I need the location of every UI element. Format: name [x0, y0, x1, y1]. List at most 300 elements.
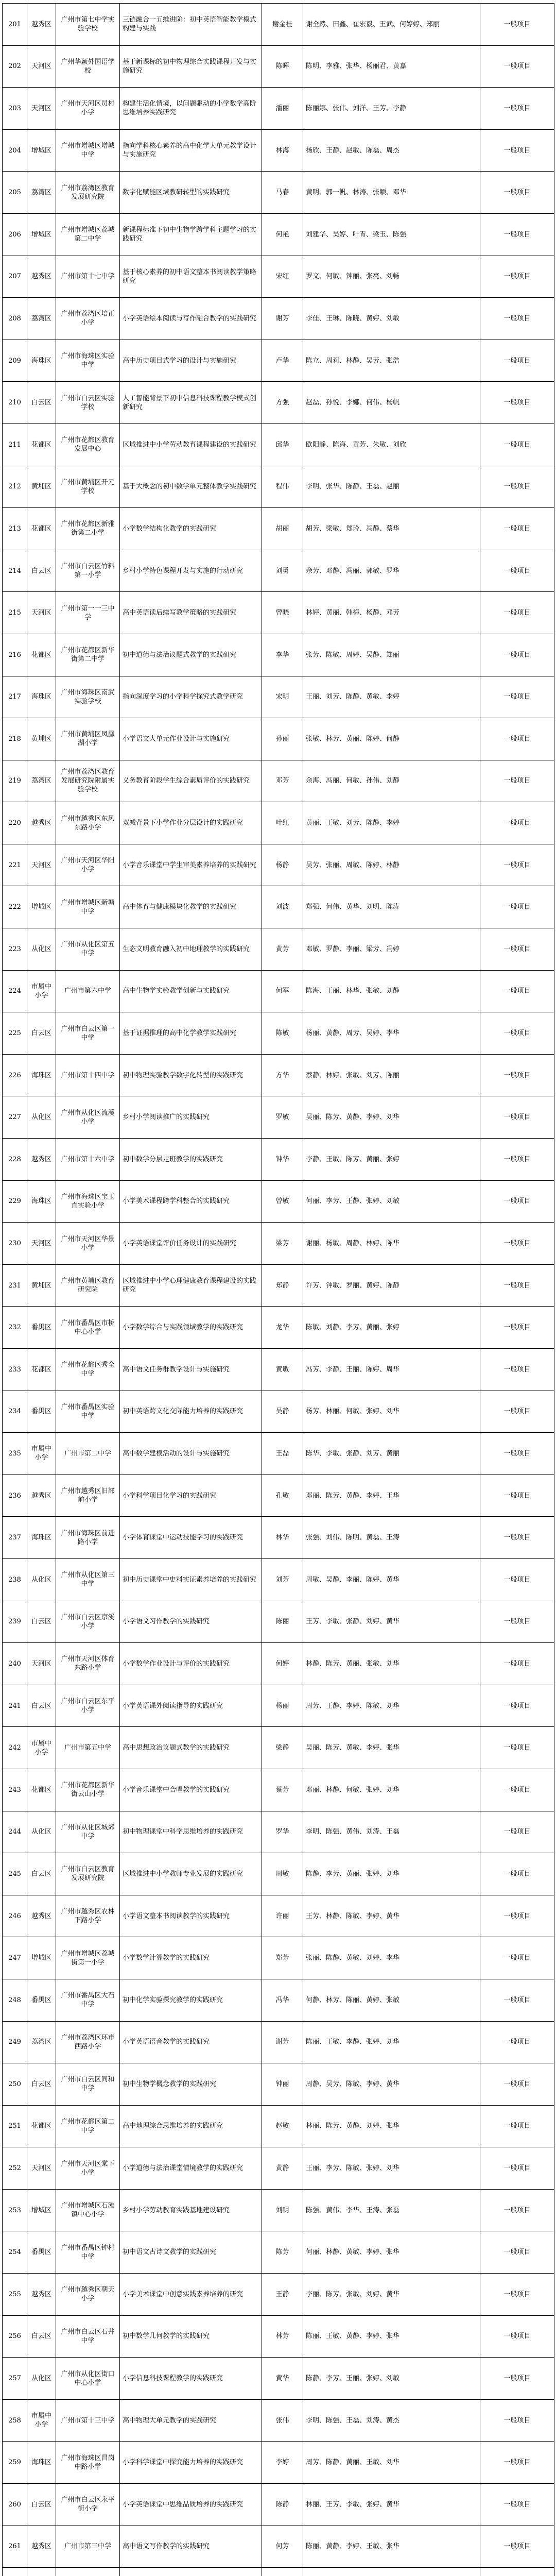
cell-members: 谢丽、杨敏、周静、林婷、陈华 — [303, 1223, 480, 1265]
cell-project-title: 高中地理综合思维培养的实践研究 — [120, 2105, 262, 2147]
cell-school: 广州市越秀区农林下路小学 — [56, 1895, 120, 1937]
cell-project-title: 基于新课标的初中物理综合实践课程开发与实施研究 — [120, 45, 262, 88]
cell-school: 广州市荔湾区培正小学 — [56, 298, 120, 340]
cell-host: 陈芳 — [262, 2231, 303, 2274]
cell-project-title: 小学体育课堂中运动技能学习的实践研究 — [120, 1517, 262, 1559]
cell-school: 广州市越秀区东风东路小学 — [56, 802, 120, 844]
table-row — [3, 1937, 554, 1979]
cell-district: 增城区 — [27, 2189, 56, 2231]
cell-level: 一般项目 — [480, 2484, 554, 2526]
cell-project-title: 初中道德与法治议题式教学的实践研究 — [120, 634, 262, 676]
cell-number: 239 — [3, 1601, 27, 1643]
cell-host: 冯华 — [262, 1979, 303, 2021]
cell-project-title: 乡村小学阅读推广的实践研究 — [120, 1096, 262, 1139]
cell-district: 海珠区 — [27, 676, 56, 718]
table-row — [3, 2399, 554, 2442]
cell-school: 广州市海珠区宝玉直实验小学 — [56, 1180, 120, 1223]
cell-host: 方强 — [262, 382, 303, 424]
cell-number: 250 — [3, 2063, 27, 2106]
cell-number: 209 — [3, 340, 27, 382]
cell-district: 天河区 — [27, 1643, 56, 1685]
cell-members: 吴芳、张丽、周敏、陈婷、林静 — [303, 844, 480, 886]
cell-district: 市属中小学 — [27, 2399, 56, 2442]
cell-school: 广州市天河区华景小学 — [56, 1223, 120, 1265]
cell-level: 一般项目 — [480, 256, 554, 298]
cell-number: 216 — [3, 634, 27, 676]
cell-school: 广州市白云区石井中学 — [56, 2315, 120, 2358]
cell-host: 陈丽 — [262, 1601, 303, 1643]
cell-number: 224 — [3, 970, 27, 1012]
cell-members: 陈明、李雅、张华、杨丽君、黄嘉 — [303, 45, 480, 88]
table-row — [3, 256, 554, 298]
cell-school: 广州市花都区教育发展中心 — [56, 423, 120, 466]
cell-number: 222 — [3, 886, 27, 928]
cell-district: 从化区 — [27, 928, 56, 971]
cell-number: 220 — [3, 802, 27, 844]
cell-members: 林婷、黄丽、韩梅、杨静、邓芳 — [303, 592, 480, 634]
cell-number: 213 — [3, 508, 27, 550]
cell-host: 邓芳 — [262, 760, 303, 802]
cell-members: 周敏、吴静、李丽、陈婷、黄华 — [303, 1558, 480, 1601]
cell-school: 广州市花都区第二中学 — [56, 2105, 120, 2147]
cell-school: 广州市天河区员村小学 — [56, 88, 120, 130]
cell-school: 广州市花都区秀全中学 — [56, 1349, 120, 1391]
cell-number: 226 — [3, 1054, 27, 1096]
table-row — [3, 928, 554, 971]
cell-school: 广州市增城区增城中学 — [56, 129, 120, 172]
cell-level: 一般项目 — [480, 298, 554, 340]
cell-members: 张丽、陈静、黄敏、刘婷、李华 — [303, 1937, 480, 1979]
cell-project-title: 小学科学课堂中探究能力培养的实践研究 — [120, 2442, 262, 2484]
cell-school: 广州市番禺区大石中学 — [56, 1979, 120, 2021]
cell-level: 一般项目 — [480, 1601, 554, 1643]
table-row — [3, 1012, 554, 1055]
table-row — [3, 760, 554, 802]
cell-district: 增城区 — [27, 1937, 56, 1979]
cell-number: 248 — [3, 1979, 27, 2021]
cell-school: 广州市第一一三中学 — [56, 592, 120, 634]
cell-district: 黄埔区 — [27, 718, 56, 760]
cell-school — [56, 2568, 120, 2576]
cell-level: 一般项目 — [480, 466, 554, 508]
cell-number: 227 — [3, 1096, 27, 1139]
cell-number: 234 — [3, 1391, 27, 1433]
cell-host: 孔敏 — [262, 1475, 303, 1517]
cell-host: 赵敏 — [262, 2105, 303, 2147]
cell-host: 罗华 — [262, 1811, 303, 1853]
cell-project-title: 乡村小学特色课程开发与实施的行动研究 — [120, 550, 262, 592]
cell-level: 一般项目 — [480, 1685, 554, 1727]
table-row — [3, 2442, 554, 2484]
table-row — [3, 1727, 554, 1769]
cell-level: 一般项目 — [480, 970, 554, 1012]
cell-project-title: 小学美术课堂中创意实践素养培养的研究 — [120, 2274, 262, 2316]
cell-district: 越秀区 — [27, 1895, 56, 1937]
table-row — [3, 45, 554, 88]
cell-level: 一般项目 — [480, 2021, 554, 2063]
cell-school: 广州市从化区流溪小学 — [56, 1096, 120, 1139]
cell-number: 236 — [3, 1475, 27, 1517]
table-row — [3, 676, 554, 718]
cell-school: 广州市花都区新雅街第二小学 — [56, 508, 120, 550]
cell-members: 罗文、何敏、钟丽、张亮、刘畅 — [303, 256, 480, 298]
cell-members: 陈华、李敏、张静、刘芳、黄丽 — [303, 1433, 480, 1475]
table-row — [3, 4, 554, 46]
cell-project-title: 指向深度学习的小学科学探究式教学研究 — [120, 676, 262, 718]
table-row — [3, 1475, 554, 1517]
cell-members: 林丽、王芳、李敏、张婷、黄华 — [303, 2484, 480, 2526]
cell-members: 陈丽、王敏、黄静、李婷、张华 — [303, 2315, 480, 2358]
cell-level: 一般项目 — [480, 1264, 554, 1307]
cell-members: 周芳、陈静、黄丽、王敏、刘华 — [303, 2442, 480, 2484]
cell-number: 253 — [3, 2189, 27, 2231]
cell-number: 215 — [3, 592, 27, 634]
cell-project-title: 小学数学计算教学的实践研究 — [120, 1937, 262, 1979]
table-row — [3, 1307, 554, 1349]
cell-district: 越秀区 — [27, 802, 56, 844]
cell-members: 王丽、李芳、陈敏、张婷、刘华 — [303, 2147, 480, 2190]
cell-host: 何芳 — [262, 2526, 303, 2568]
table-row — [3, 1054, 554, 1096]
cell-host: 王磊 — [262, 1433, 303, 1475]
cell-school: 广州市白云区第一中学 — [56, 1012, 120, 1055]
cell-district: 天河区 — [27, 2147, 56, 2190]
cell-number: 225 — [3, 1012, 27, 1055]
cell-district: 荔湾区 — [27, 760, 56, 802]
table-row — [3, 2358, 554, 2400]
cell-level: 一般项目 — [480, 2315, 554, 2358]
cell-level: 一般项目 — [480, 592, 554, 634]
cell-members: 谢全然、田鑫、崔宏毅、王武、何婷婷、郑丽 — [303, 4, 480, 46]
cell-host: 潘丽 — [262, 88, 303, 130]
cell-members: 许芳、钟敏、罗丽、黄婷、陈静 — [303, 1264, 480, 1307]
cell-level: 一般项目 — [480, 802, 554, 844]
cell-members: 张强、刘伟、陈明、黄磊、王涛 — [303, 1517, 480, 1559]
cell-host: 蔡芳 — [262, 1769, 303, 1811]
cell-district: 花都区 — [27, 1769, 56, 1811]
cell-district: 花都区 — [27, 1349, 56, 1391]
cell-members: 何丽、林静、黄敏、李婷、张华 — [303, 2231, 480, 2274]
cell-project-title: 小学英语课外阅读指导的实践研究 — [120, 1685, 262, 1727]
cell-project-title: 初中化学实验探究教学的实践研究 — [120, 1979, 262, 2021]
cell-project-title: 基于大概念的初中数学单元整体教学实践研究 — [120, 466, 262, 508]
cell-project-title: 初中物理实验教学数字化转型的实践研究 — [120, 1054, 262, 1096]
table-row — [3, 550, 554, 592]
cell-project-title: 初中物理课堂中科学思维培养的实践研究 — [120, 1811, 262, 1853]
cell-number: 246 — [3, 1895, 27, 1937]
cell-project-title: 初中历史课堂中史料实证素养培养的实践研究 — [120, 1558, 262, 1601]
cell-number: 201 — [3, 4, 27, 46]
cell-project-title: 乡村小学劳动教育实践基地建设研究 — [120, 2189, 262, 2231]
cell-number: 231 — [3, 1264, 27, 1307]
cell-host: 林华 — [262, 1517, 303, 1559]
cell-district: 白云区 — [27, 1853, 56, 1895]
cell-number: 243 — [3, 1769, 27, 1811]
cell-level: 一般项目 — [480, 1096, 554, 1139]
cell-district: 天河区 — [27, 45, 56, 88]
cell-level: 一般项目 — [480, 2274, 554, 2316]
cell-project-title: 初中数学几何教学的实践研究 — [120, 2315, 262, 2358]
cell-number: 229 — [3, 1180, 27, 1223]
cell-level: 一般项目 — [480, 1769, 554, 1811]
table-row — [3, 1558, 554, 1601]
cell-school: 广州市花都区新华街云山小学 — [56, 1769, 120, 1811]
cell-level: 一般项目 — [480, 1727, 554, 1769]
cell-number: 217 — [3, 676, 27, 718]
cell-number: 203 — [3, 88, 27, 130]
cell-district: 花都区 — [27, 423, 56, 466]
cell-school: 广州市第十六中学 — [56, 1139, 120, 1181]
cell-host: 杨丽 — [262, 1685, 303, 1727]
cell-host: 钟丽 — [262, 2063, 303, 2106]
cell-district: 白云区 — [27, 1601, 56, 1643]
cell-level: 一般项目 — [480, 2399, 554, 2442]
cell-level: 一般项目 — [480, 172, 554, 214]
cell-school: 广州市第十七中学 — [56, 256, 120, 298]
cell-project-title: 高中历史项目式学习的设计与实施研究 — [120, 340, 262, 382]
cell-district: 白云区 — [27, 1012, 56, 1055]
cell-number: 242 — [3, 1727, 27, 1769]
cell-district: 海珠区 — [27, 1180, 56, 1223]
cell-members: 陈强、黄伟、李华、王涛、张磊 — [303, 2189, 480, 2231]
cell-host: 孙丽 — [262, 718, 303, 760]
cell-host: 许丽 — [262, 1895, 303, 1937]
table-row — [3, 1180, 554, 1223]
cell-district: 天河区 — [27, 1223, 56, 1265]
cell-level: 一般项目 — [480, 1937, 554, 1979]
cell-host: 梁静 — [262, 1727, 303, 1769]
cell-level: 一般项目 — [480, 844, 554, 886]
cell-project-title: 区域推进中小学劳动教育课程建设的实践研究 — [120, 423, 262, 466]
table-row — [3, 1096, 554, 1139]
cell-project-title: 区域推进中小学教师专业发展的实践研究 — [120, 1853, 262, 1895]
table-row — [3, 1853, 554, 1895]
cell-host: 何艳 — [262, 213, 303, 256]
cell-host: 王静 — [262, 2274, 303, 2316]
cell-number: 204 — [3, 129, 27, 172]
cell-project-title: 高中语文任务群教学设计与实施研究 — [120, 1349, 262, 1391]
table-row — [3, 2526, 554, 2568]
cell-school: 广州市天河区华阳小学 — [56, 844, 120, 886]
cell-host: 钟华 — [262, 1139, 303, 1181]
cell-school: 广州市番禺区实验中学 — [56, 1391, 120, 1433]
cell-project-title: 高中体育与健康模块化教学的实践研究 — [120, 886, 262, 928]
cell-host: 郑静 — [262, 1264, 303, 1307]
cell-host: 刘波 — [262, 886, 303, 928]
cell-school: 广州市第三中学 — [56, 2526, 120, 2568]
cell-school: 广州市从化区城郊中学 — [56, 1811, 120, 1853]
cell-district: 海珠区 — [27, 1517, 56, 1559]
cell-school: 广州市白云区东平小学 — [56, 1685, 120, 1727]
cell-level: 一般项目 — [480, 718, 554, 760]
cell-project-title: 小学英语课堂评价任务设计的实践研究 — [120, 1223, 262, 1265]
cell-project-title: 小学道德与法治课堂情境教学的实践研究 — [120, 2147, 262, 2190]
cell-members: 林丽、陈芳、黄静、刘婷、张华 — [303, 2105, 480, 2147]
cell-level: 一般项目 — [480, 2442, 554, 2484]
cell-project-title: 初中数学分层走班教学的实践研究 — [120, 1139, 262, 1181]
cell-host: 刘勇 — [262, 550, 303, 592]
cell-district: 增城区 — [27, 886, 56, 928]
cell-district: 市属中小学 — [27, 1727, 56, 1769]
table-row — [3, 1264, 554, 1307]
table-row — [3, 172, 554, 214]
cell-district: 白云区 — [27, 550, 56, 592]
cell-level: 一般项目 — [480, 340, 554, 382]
cell-host: 谢金桂 — [262, 4, 303, 46]
cell-district — [27, 2568, 56, 2576]
cell-number: 241 — [3, 1685, 27, 1727]
cell-members: 邓丽、陈芳、黄静、李婷、王华 — [303, 1475, 480, 1517]
cell-district: 番禺区 — [27, 1391, 56, 1433]
cell-host: 郑芳 — [262, 1937, 303, 1979]
cell-level: 一般项目 — [480, 760, 554, 802]
cell-members: 陈静、李芳、黄丽、张婷、刘华 — [303, 1853, 480, 1895]
cell-number: 257 — [3, 2358, 27, 2400]
cell-school: 广州市增城区石滩镇中心小学 — [56, 2189, 120, 2231]
table-row — [3, 2147, 554, 2190]
cell-level: 一般项目 — [480, 2358, 554, 2400]
cell-host: 黄芳 — [262, 928, 303, 971]
cell-number: 235 — [3, 1433, 27, 1475]
table-row — [3, 1391, 554, 1433]
cell-members: 蔡静、林婷、张敏、刘芳、陈丽 — [303, 1054, 480, 1096]
table-row — [3, 2484, 554, 2526]
cell-school: 广州市花都区新华街第二中学 — [56, 634, 120, 676]
cell-host: 何婷 — [262, 1643, 303, 1685]
table-row — [3, 2105, 554, 2147]
cell-members: 王丽、刘芳、陈静、黄敏、李婷 — [303, 676, 480, 718]
cell-district: 越秀区 — [27, 1139, 56, 1181]
cell-level: 一般项目 — [480, 508, 554, 550]
cell-host: 周敏 — [262, 1853, 303, 1895]
table-row — [3, 1223, 554, 1265]
cell-district: 天河区 — [27, 592, 56, 634]
cell-school: 广州市增城区荔城街第一小学 — [56, 1937, 120, 1979]
cell-level: 一般项目 — [480, 1895, 554, 1937]
cell-members: 张敏、林芳、黄丽、陈婷、何静 — [303, 718, 480, 760]
cell-district: 白云区 — [27, 2315, 56, 2358]
table-row — [3, 1643, 554, 1685]
cell-host: 何军 — [262, 970, 303, 1012]
cell-district: 越秀区 — [27, 2274, 56, 2316]
cell-host: 张伟 — [262, 2399, 303, 2442]
cell-members: 李明、张华、陈静、王磊、赵丽 — [303, 466, 480, 508]
cell-district: 天河区 — [27, 88, 56, 130]
cell-members: 黄丽、王敏、刘芳、陈静、李婷 — [303, 802, 480, 844]
cell-level: 一般项目 — [480, 1307, 554, 1349]
cell-members: 陈海、王丽、林华、张敏、刘静 — [303, 970, 480, 1012]
cell-level: 一般项目 — [480, 382, 554, 424]
cell-level: 一般项目 — [480, 423, 554, 466]
table-row — [3, 970, 554, 1012]
cell-project-title: 小学信息科技课程教学的实践研究 — [120, 2358, 262, 2400]
cell-project-title: 初中英语跨文化交际能力培养的实践研究 — [120, 1391, 262, 1433]
cell-host: 林芳 — [262, 2315, 303, 2358]
cell-district: 海珠区 — [27, 2442, 56, 2484]
table-row — [3, 2189, 554, 2231]
cell-number: 211 — [3, 423, 27, 466]
cell-project-title: 构建生活化情境，以问题驱动的小学数学高阶思维培养实践研究 — [120, 88, 262, 130]
cell-host: 陈晖 — [262, 45, 303, 88]
table-row — [3, 2568, 554, 2576]
cell-members: 赵磊、孙悦、李娜、何伟、杨帆 — [303, 382, 480, 424]
table-row — [3, 1979, 554, 2021]
cell-number: 223 — [3, 928, 27, 971]
cell-host: 杨静 — [262, 844, 303, 886]
cell-members: 王芳、林静、陈敏、李婷、黄华 — [303, 1895, 480, 1937]
cell-school: 广州市第七中学实验学校 — [56, 4, 120, 46]
cell-members: 陈丽、黄静、李婷、王敏、张华 — [303, 2526, 480, 2568]
cell-project-title: 基于核心素养的初中语文整本书阅读教学策略研究 — [120, 256, 262, 298]
cell-district: 荔湾区 — [27, 2021, 56, 2063]
cell-district: 从化区 — [27, 1811, 56, 1853]
cell-district: 番禺区 — [27, 1979, 56, 2021]
cell-district: 越秀区 — [27, 4, 56, 46]
cell-district: 花都区 — [27, 508, 56, 550]
cell-level: 一般项目 — [480, 88, 554, 130]
cell-members: 郑强、何伟、黄华、刘明、陈涛 — [303, 886, 480, 928]
cell-level: 一般项目 — [480, 886, 554, 928]
cell-district: 市属中小学 — [27, 970, 56, 1012]
cell-members — [303, 2568, 480, 2576]
cell-level: 一般项目 — [480, 213, 554, 256]
cell-project-title: 初中语文古诗文教学的实践研究 — [120, 2231, 262, 2274]
cell-school: 广州市白云区竹料第一小学 — [56, 550, 120, 592]
cell-level: 一般项目 — [480, 1012, 554, 1055]
cell-level: 一般项目 — [480, 1433, 554, 1475]
table-row — [3, 844, 554, 886]
cell-number: 252 — [3, 2147, 27, 2190]
cell-members: 邓敏、罗静、李丽、梁芳、冯婷 — [303, 928, 480, 971]
cell-members: 刘建华、吴婷、叶青、梁玉、陈强 — [303, 213, 480, 256]
cell-host: 宋红 — [262, 256, 303, 298]
cell-district: 黄埔区 — [27, 466, 56, 508]
cell-level: 一般项目 — [480, 2526, 554, 2568]
cell-number: 245 — [3, 1853, 27, 1895]
cell-school: 广州市越秀区旧部前小学 — [56, 1475, 120, 1517]
cell-number: 251 — [3, 2105, 27, 2147]
cell-school: 广州市黄埔区教育研究院 — [56, 1264, 120, 1307]
table-row — [3, 129, 554, 172]
cell-school: 广州市第十四中学 — [56, 1054, 120, 1096]
cell-school: 广州市白云区京溪小学 — [56, 1601, 120, 1643]
cell-host: 李婷 — [262, 2442, 303, 2484]
cell-level — [480, 2568, 554, 2576]
cell-school: 广州市第二中学 — [56, 1433, 120, 1475]
cell-host: 黄敏 — [262, 1349, 303, 1391]
cell-host: 刘明 — [262, 2189, 303, 2231]
cell-members: 余海、冯丽、何敏、孙伟、刘静 — [303, 760, 480, 802]
cell-project-title: 指向学科核心素养的高中化学大单元教学设计与实施研究 — [120, 129, 262, 172]
cell-number: 202 — [3, 45, 27, 88]
cell-members: 周芳、王静、李婷、陈敏、刘华 — [303, 1685, 480, 1727]
cell-project-title: 小学音乐课堂中学生审美素养培养的实践研究 — [120, 844, 262, 886]
cell-members: 李明、陈强、黄伟、刘涛、王磊 — [303, 1811, 480, 1853]
cell-school: 广州市越秀区朝天小学 — [56, 2274, 120, 2316]
cell-members: 何丽、李芳、王静、张婷、刘敏 — [303, 1180, 480, 1223]
cell-level: 一般项目 — [480, 928, 554, 971]
table-row — [3, 592, 554, 634]
cell-school: 广州市荔湾区教育发展研究院附属实验学校 — [56, 760, 120, 802]
cell-number: 247 — [3, 1937, 27, 1979]
cell-level: 一般项目 — [480, 1558, 554, 1601]
cell-number: 240 — [3, 1643, 27, 1685]
cell-school: 广州市白云区同和中学 — [56, 2063, 120, 2106]
cell-host: 谢芳 — [262, 298, 303, 340]
cell-district: 白云区 — [27, 382, 56, 424]
cell-project-title: 小学数学综合与实践领域教学的实践研究 — [120, 1307, 262, 1349]
cell-members: 陈敏、刘静、李芳、黄丽、张婷 — [303, 1307, 480, 1349]
